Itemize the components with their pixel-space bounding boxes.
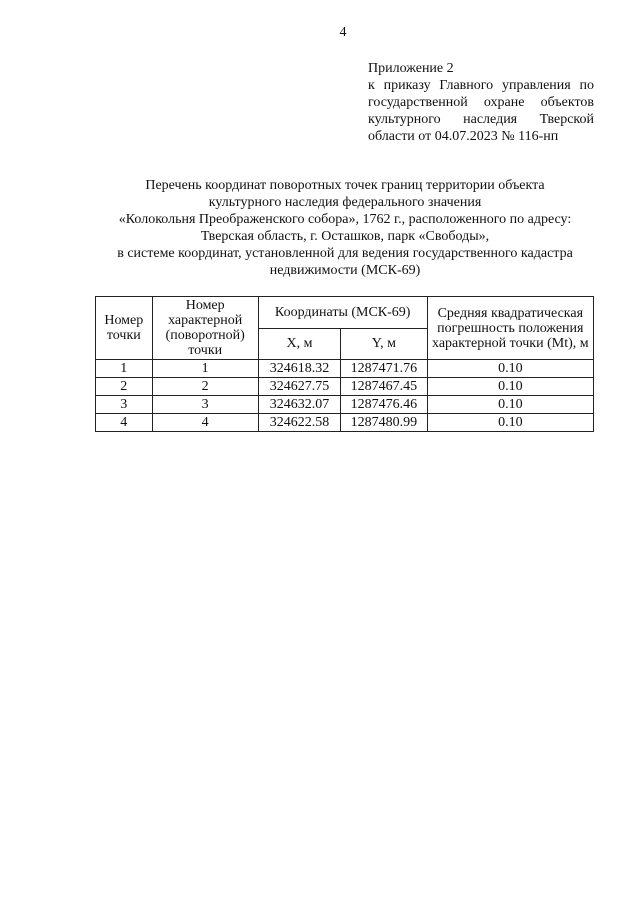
appendix-line-3: государственной охране объектов bbox=[368, 95, 594, 110]
header-error-text: Средняя квадратическая погрешность положения характерной точки (Mt), м bbox=[432, 305, 589, 351]
cell-error: 0.10 bbox=[427, 378, 593, 396]
cell-error: 0.10 bbox=[427, 396, 593, 414]
appendix-line-2: к приказу Главного управления по bbox=[368, 78, 594, 93]
table-body bbox=[96, 360, 594, 432]
title-line-5: в системе координат, установленной для ведения государственного кадастра bbox=[117, 246, 573, 261]
table-row bbox=[96, 414, 594, 432]
table-header-row bbox=[96, 297, 594, 329]
cell-error: 0.10 bbox=[427, 414, 593, 432]
table-header bbox=[96, 297, 594, 360]
cell-x: 324627.75 bbox=[258, 378, 340, 396]
appendix-line-5: области от 04.07.2023 № 116-нп bbox=[368, 129, 559, 144]
cell-x: 324632.07 bbox=[258, 396, 340, 414]
table-row bbox=[96, 396, 594, 414]
cell-characteristic-point: 4 bbox=[152, 414, 258, 432]
coordinates-table bbox=[95, 296, 594, 432]
cell-y: 1287480.99 bbox=[341, 414, 427, 432]
header-y: Y, м bbox=[341, 328, 427, 360]
header-coordinates: Координаты (МСК-69) bbox=[258, 297, 427, 329]
document-title bbox=[60, 177, 630, 279]
appendix-line-4: культурного наследия Тверской bbox=[368, 112, 594, 127]
appendix-block bbox=[368, 60, 594, 145]
table-row bbox=[96, 378, 594, 396]
header-error bbox=[427, 297, 593, 360]
title-line-3: «Колокольня Преображенского собора», 1762 г., расположенного по адресу: bbox=[118, 212, 572, 227]
cell-x: 324618.32 bbox=[258, 360, 340, 378]
cell-point-number: 3 bbox=[96, 396, 153, 414]
title-line-1: Перечень координат поворотных точек границ территории объекта bbox=[145, 178, 545, 193]
header-characteristic-point: Номер характерной (поворотной) точки bbox=[152, 297, 258, 360]
cell-point-number: 4 bbox=[96, 414, 153, 432]
table-row bbox=[96, 360, 594, 378]
title-line-4: Тверская область, г. Осташков, парк «Свободы», bbox=[200, 229, 490, 244]
cell-characteristic-point: 1 bbox=[152, 360, 258, 378]
cell-y: 1287476.46 bbox=[341, 396, 427, 414]
appendix-line-1: Приложение 2 bbox=[368, 61, 454, 76]
title-line-6: недвижимости (МСК-69) bbox=[269, 263, 421, 278]
cell-characteristic-point: 2 bbox=[152, 378, 258, 396]
page-number: 4 bbox=[339, 25, 347, 40]
cell-x: 324622.58 bbox=[258, 414, 340, 432]
header-x: X, м bbox=[258, 328, 340, 360]
cell-y: 1287467.45 bbox=[341, 378, 427, 396]
cell-characteristic-point: 3 bbox=[152, 396, 258, 414]
cell-point-number: 2 bbox=[96, 378, 153, 396]
cell-error: 0.10 bbox=[427, 360, 593, 378]
cell-point-number: 1 bbox=[96, 360, 153, 378]
cell-y: 1287471.76 bbox=[341, 360, 427, 378]
title-line-2: культурного наследия федерального значения bbox=[208, 195, 482, 210]
header-point-number: Номер точки bbox=[96, 297, 153, 360]
